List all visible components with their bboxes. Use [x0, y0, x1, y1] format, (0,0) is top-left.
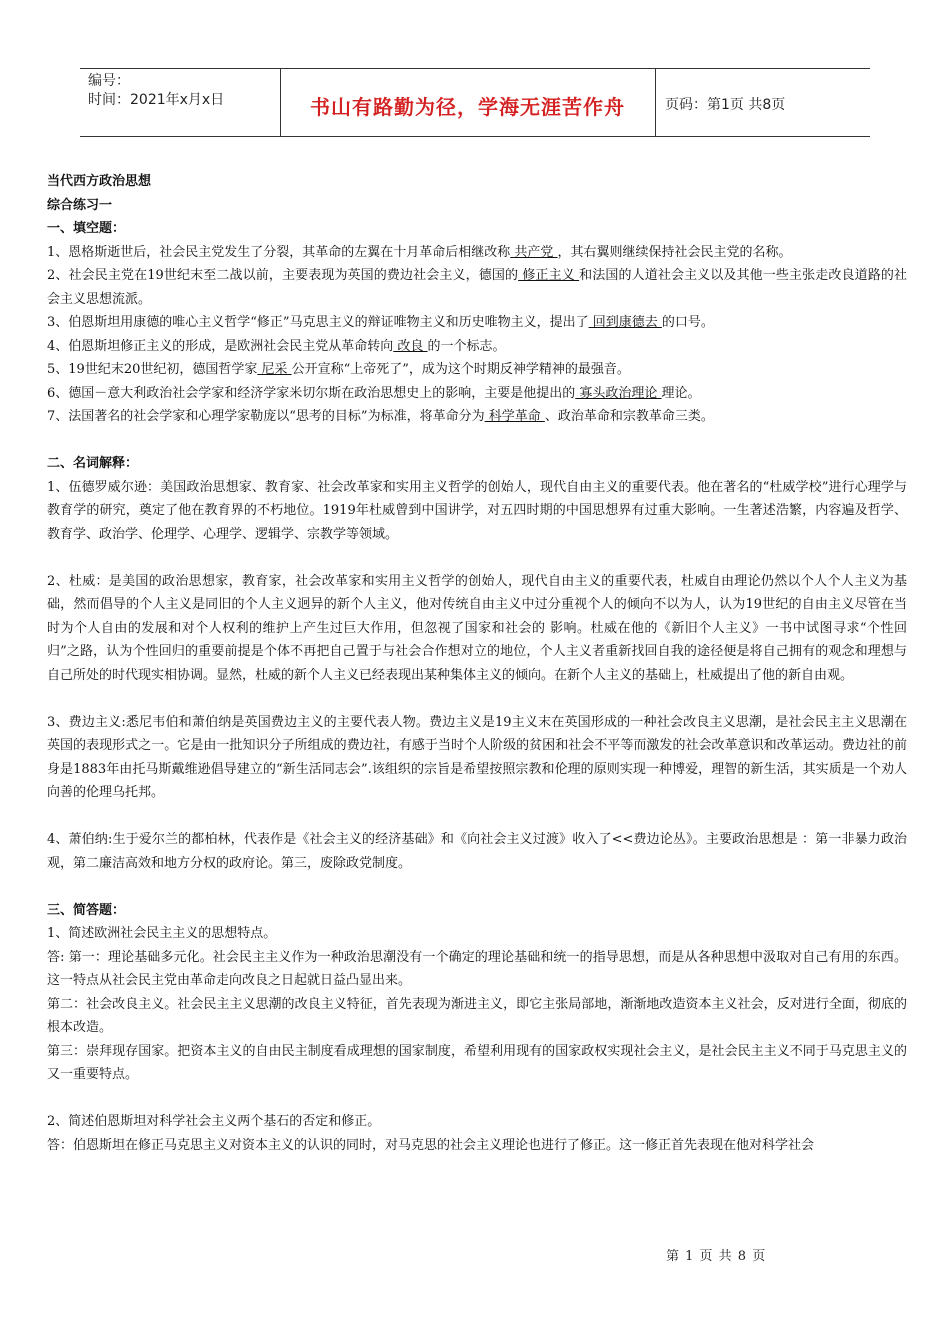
header-motto: 书山有路勤为径，学海无涯苦作舟 — [310, 95, 625, 119]
term-definition: 4、萧伯纳:生于爱尔兰的都柏林，代表作是《社会主义的经济基础》和《向社会主义过渡》收入了<<费边论丛》。主要政治思想是 ：第一非暴力政治观，第二廉洁高效和地方分权的政府论。第三，废除政党制度。 — [47, 832, 907, 871]
term-definition: 1、伍德罗威尔逊：美国政治思想家、教育家、社会改革家和实用主义哲学的创始人，现代自由主义的重要代表。他在著名的“杜威学校”进行心理学与教育学的研究，奠定了他在教育界的不朽地位。1919年杜威曾到中国讲学，对五四时期的中国思想界有过重大影响。一生著述浩繁，内容遍及哲学、教育学、政治学、伦理学、心理学、逻辑学、宗教学等领域。 — [47, 479, 907, 542]
answer-blank: 修正主义 — [518, 268, 580, 283]
document-time-label: 时间：2021年x月x日 — [88, 92, 225, 108]
fill-blank-question: 6、德国－意大利政治社会学家和经济学家米切尔斯在政治思想史上的影响，主要是他提出的 寡头政治理论 理论。 — [47, 385, 701, 401]
header-meta — [88, 72, 224, 110]
term-definition: 2、杜威：是美国的政治思想家，教育家，社会改革家和实用主义哲学的创始人，现代自由主义的重要代表，杜威自由理论仍然以个人个人主义为基础，然而倡导的个人主义是同旧的个人主义迥异的新个人主义，他对传统自由主义中过分重视个人的倾向不以为人，认为19世纪的自由主义尽管在当时为个人自由的发展和对个人权利的维护上产生过巨大作用，但忽视了国家和社会的 影响。杜威在他的《新旧个人主义》一书中试图寻求“个性回归”之路，认为个性回归的重要前提是个体不再把自己置于与社会合作想对立的地位，个人主义者重新找回自我的途径便是将自己拥有的观念和理想与自己所处的时代现实相协调。显然，杜威的新个人主义已经表现出某种集体主义的倾向。在新个人主义的基础上，杜威提出了他的新自由观。 — [47, 573, 907, 683]
fill-blank-question: 1、恩格斯逝世后，社会民主党发生了分裂，其革命的左翼在十月革命后相继改称 共产党 ，其右翼则继续保持社会民主党的名称。 — [47, 244, 792, 260]
fill-blank-question: 4、伯恩斯坦修正主义的形成，是欧洲社会民主党从革命转向 改良 的一个标志。 — [47, 338, 506, 354]
short-answer-text: 第二：社会改良主义。社会民主主义思潮的改良主义特征，首先表现为渐进主义，即它主张局部地，渐渐地改造资本主义社会，反对进行全面，彻底的根本改造。 — [47, 996, 907, 1035]
short-answer-text: 第三：崇拜现存国家。把资本主义的自由民主制度看成理想的国家制度，希望利用现有的国家政权实现社会主义，是社会民主主义不同于马克思主义的又一重要特点。 — [47, 1043, 907, 1082]
document-code-label: 编号： — [88, 73, 130, 89]
fill-blank-question: 3、伯恩斯坦用康德的唯心主义哲学“修正”马克思主义的辩证唯物主义和历史唯物主义，提出了 回到康德去 的口号。 — [47, 315, 714, 330]
term-definition: 3、费边主义:悉尼韦伯和萧伯纳是英国费边主义的主要代表人物。费边主义是19主义末在英国形成的一种社会改良主义思潮，是社会民主主义思潮在英国的表现形式之一。它是由一批知识分子所组成的费边社，有感于当时个人阶级的贫困和社会不平等而激发的社会改革意识和改革运动。费边社的前身是1883年由托马斯戴维逊倡导建立的“新生活同志会”.该组织的宗旨是希望按照宗教和伦理的原则实现一种博爱，理智的新生活，其实质是一个劝人向善的伦理乌托邦。 — [47, 714, 907, 800]
page-header — [80, 68, 870, 137]
header-page-info: 页码：第1页 共8页 — [665, 97, 786, 113]
answer-blank: 科学革命 — [484, 409, 545, 424]
answer-blank: 回到康德去 — [588, 315, 662, 330]
answer-blank: 寡头政治理论 — [575, 385, 662, 401]
fill-blank-question: 5、19世纪末20世纪初，德国哲学家 尼采 公开宣称“上帝死了”，成为这个时期反神学精神的最强音。 — [47, 362, 630, 377]
short-answer-text: 答：伯恩斯坦在修正马克思主义对资本主义的认识的同时，对马克思的社会主义理论也进行了修正。这一修正首先表现在他对科学社会 — [47, 1137, 815, 1153]
section-heading-terms: 二、名词解释： — [47, 456, 139, 471]
short-answer-text: 答: 第一：理论基础多元化。社会民主主义作为一种政治思潮没有一个确定的理论基础和统一的指导思想，而是从各种思想中汲取对自己有用的东西。这一特点从社会民主党由革命走向改良之日起就日益凸显出来。 — [47, 949, 907, 988]
answer-blank: 尼采 — [257, 362, 292, 377]
answer-blank: 共产党 — [510, 244, 558, 260]
short-answer-question: 1、简述欧洲社会民主主义的思想特点。 — [47, 926, 277, 941]
fill-blank-question: 2、社会民主党在19世纪末至二战以前，主要表现为英国的费边社会主义，德国的 修正主义 和法国的人道社会主义以及其他一些主张走改良道路的社会主义思想流派。 — [47, 268, 907, 307]
document-title: 当代西方政治思想 — [47, 174, 152, 189]
answer-blank: 改良 — [393, 338, 428, 354]
document-subtitle: 综合练习一 — [47, 197, 113, 213]
short-answer-question: 2、简述伯恩斯坦对科学社会主义两个基石的否定和修正。 — [47, 1114, 381, 1129]
document-body — [47, 170, 907, 1157]
page-footer: 第 1 页 共 8 页 — [666, 1249, 767, 1264]
section-heading-short-answer: 三、简答题： — [47, 902, 126, 918]
header-divider — [655, 69, 656, 136]
fill-blank-question: 7、法国著名的社会学家和心理学家勒庞以“思考的目标”为标准，将革命分为 科学革命 、政治革命和宗教革命三类。 — [47, 409, 714, 424]
section-heading-fill-blank: 一、填空题： — [47, 221, 126, 236]
